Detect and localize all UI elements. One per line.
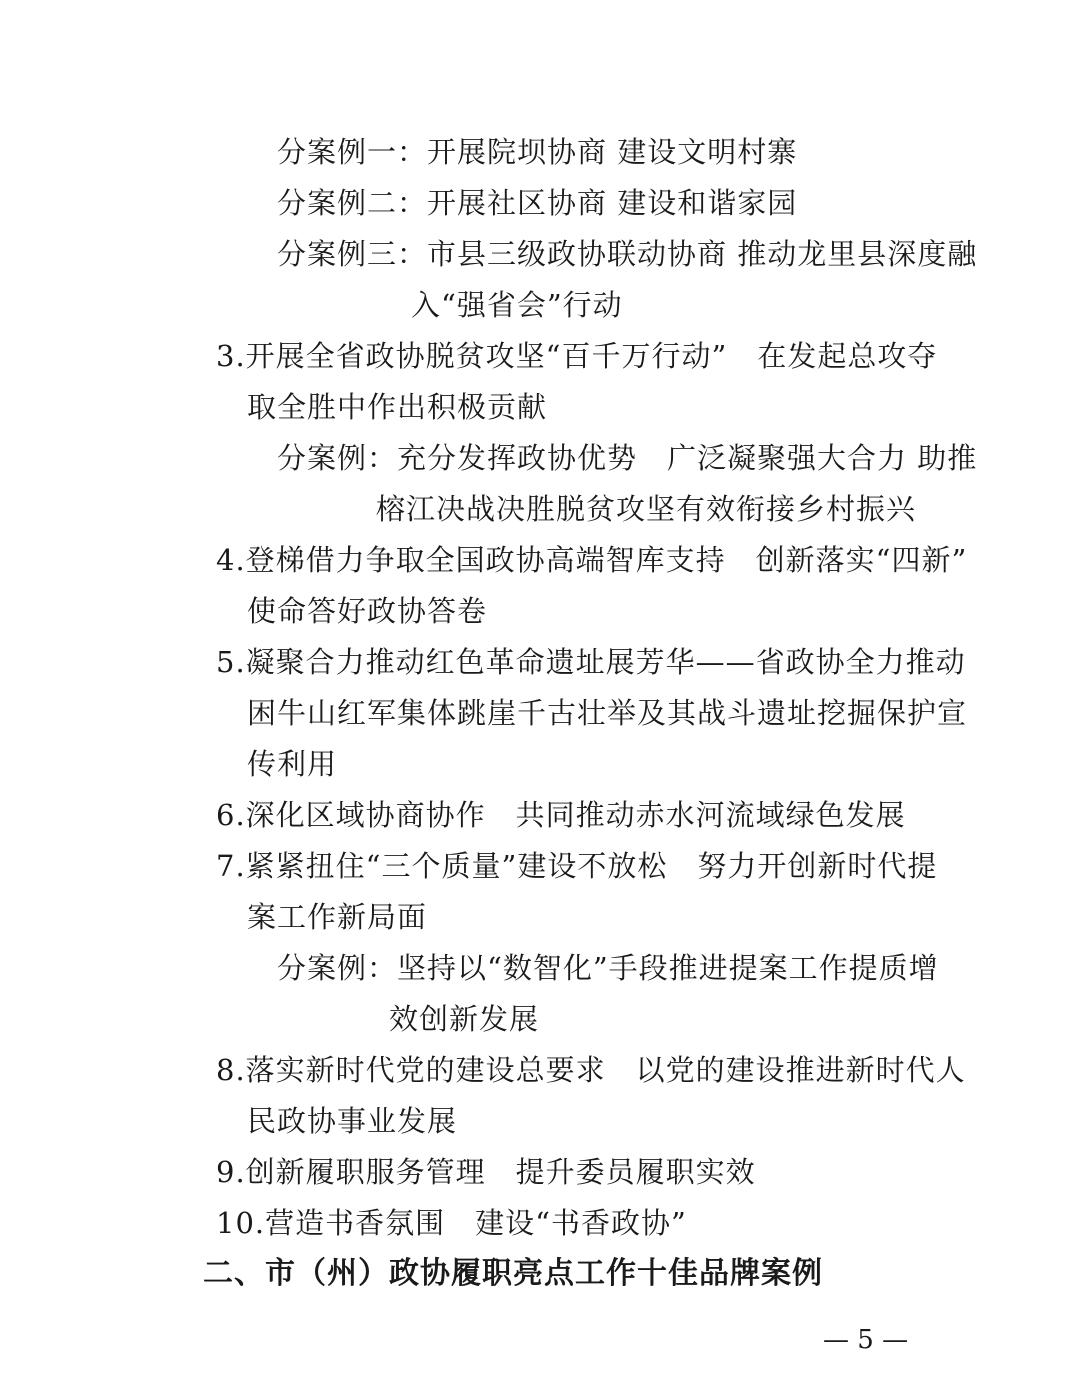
list-item-6: 6.深化区域协商协作 共同推动赤水河流域绿色发展: [216, 798, 906, 832]
list-item-9: 9.创新履职服务管理 提升委员履职实效: [216, 1155, 756, 1189]
case-line-item7: 分案例：坚持以“数智化”手段推进提案工作提质增: [277, 951, 939, 985]
list-item-8-cont: 民政协事业发展: [247, 1104, 458, 1138]
list-item-4: 4.登梯借力争取全国政协高端智库支持 创新落实“四新”: [216, 543, 968, 577]
list-item-3: 3.开展全省政协脱贫攻坚“百千万行动” 在发起总攻夺: [216, 339, 938, 373]
list-item-4-cont: 使命答好政协答卷: [247, 594, 488, 628]
case-line-item3-cont: 榕江决战决胜脱贫攻坚有效衔接乡村振兴: [376, 492, 917, 526]
list-item-5: 5.凝聚合力推动红色革命遗址展芳华——省政协全力推动: [216, 645, 966, 679]
case-line-3-cont: 入“强省会”行动: [411, 288, 623, 322]
case-line-2: 分案例二：开展社区协商 建设和谐家园: [277, 186, 798, 220]
section-heading: 二、市（州）政协履职亮点工作十佳品牌案例: [203, 1256, 823, 1291]
case-line-3: 分案例三：市县三级政协联动协商 推动龙里县深度融: [277, 237, 978, 271]
list-item-8: 8.落实新时代党的建设总要求 以党的建设推进新时代人: [216, 1053, 966, 1087]
list-item-5-cont-2: 传利用: [247, 747, 338, 781]
list-item-7: 7.紧紧扭住“三个质量”建设不放松 努力开创新时代提: [216, 849, 938, 883]
list-item-10: 10.营造书香氛围 建设“书香政协”: [216, 1206, 687, 1240]
list-item-3-cont: 取全胜中作出积极贡献: [247, 390, 548, 424]
page-number: — 5 —: [823, 1325, 909, 1355]
case-line-1: 分案例一：开展院坝协商 建设文明村寨: [277, 135, 798, 169]
case-line-item3: 分案例：充分发挥政协优势 广泛凝聚强大合力 助推: [277, 441, 978, 475]
case-line-item7-cont: 效创新发展: [389, 1002, 540, 1036]
list-item-7-cont: 案工作新局面: [247, 900, 428, 934]
list-item-5-cont-1: 困牛山红军集体跳崖千古壮举及其战斗遗址挖掘保护宣: [247, 696, 968, 730]
